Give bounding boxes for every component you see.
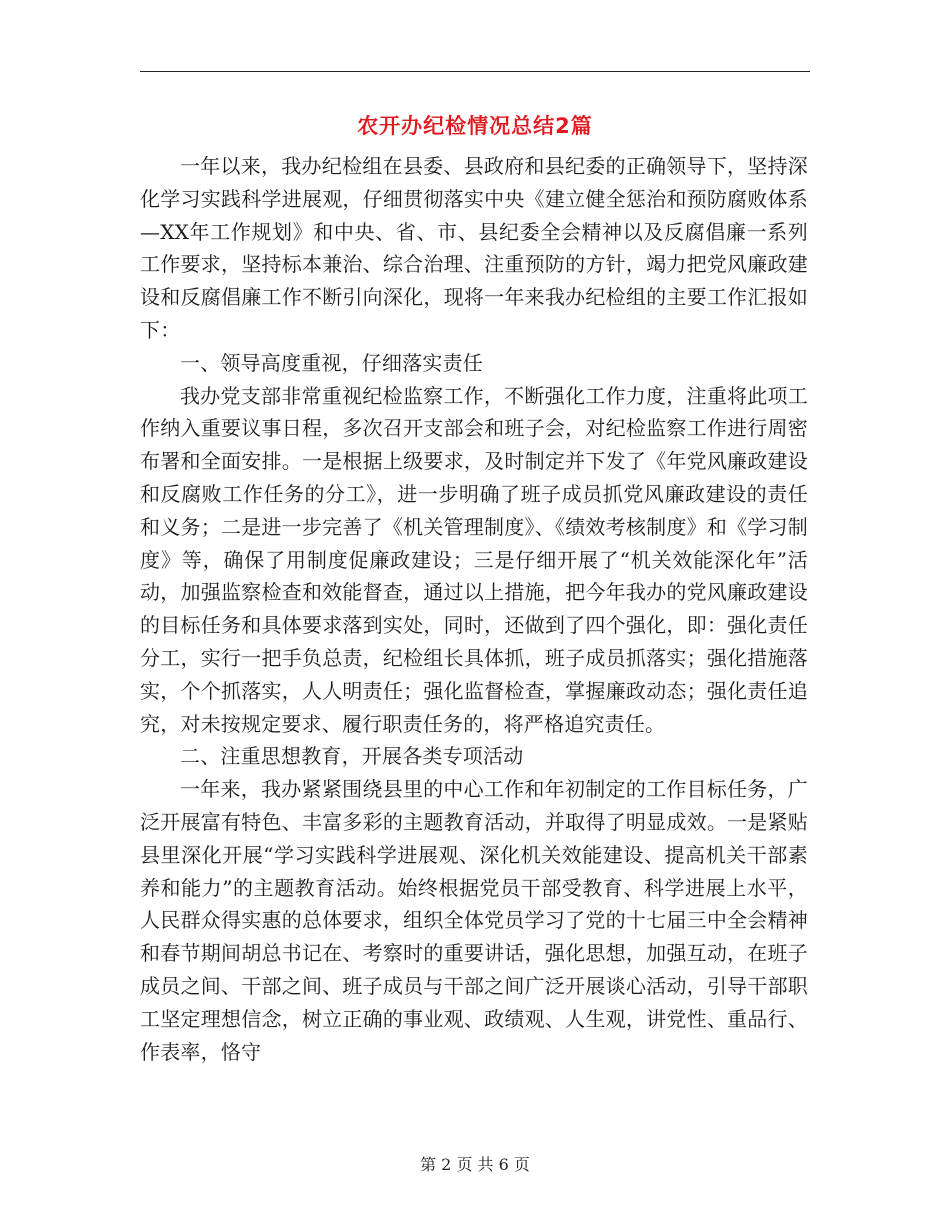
document-title: 农开办纪检情况总结2篇	[357, 114, 593, 138]
document-body	[140, 150, 808, 1068]
paragraph-intro: 一年以来，我办纪检组在县委、县政府和县纪委的正确领导下，坚持深化学习实践科学进展观，仔细贯彻落实中央《建立健全惩治和预防腐败体系—XX年工作规划》和中央、省、市、县纪委全会精神以及反腐倡廉一系列工作要求，坚持标本兼治、综合治理、注重预防的方针，竭力把党风廉政建设和反腐倡廉工作不断引向深化，现将一年来我办纪检组的主要工作汇报如下：	[140, 154, 808, 342]
section-heading-1: 一、领导高度重视，仔细落实责任	[180, 350, 483, 375]
paragraph-section-1: 我办党支部非常重视纪检监察工作，不断强化工作力度，注重将此项工作纳入重要议事日程，多次召开支部会和班子会，对纪检监察工作进行周密布署和全面安排。一是根据上级要求，及时制定并下发了《年党风廉政建设和反腐败工作任务的分工》，进一步明确了班子成员抓党风廉政建设的责任和义务；二是进一步完善了《机关管理制度》、《绩效考核制度》和《学习制度》等，确保了用制度促廉政建设；三是仔细开展了“机关效能深化年”活动，加强监察检查和效能督查，通过以上措施，把今年我办的党风廉政建设的目标任务和具体要求落到实处，同时，还做到了四个强化，即：强化责任分工，实行一把手负总责，纪检组长具体抓，班子成员抓落实；强化措施落实，个个抓落实，人人明责任；强化监督检查，掌握廉政动态；强化责任追究，对未按规定要求、履行职责任务的，将严格追究责任。	[140, 383, 808, 736]
paragraph-section-2: 一年来，我办紧紧围绕县里的中心工作和年初制定的工作目标任务，广泛开展富有特色、丰富多彩的主题教育活动，并取得了明显成效。一是紧贴县里深化开展“学习实践科学进展观、深化机关效能建设、提高机关干部素养和能力”的主题教育活动。始终根据党员干部受教育、科学进展上水平，人民群众得实惠的总体要求，组织全体党员学习了党的十七届三中全会精神和春节期间胡总书记在、考察时的重要讲话，强化思想，加强互动，在班子成员之间、干部之间、班子成员与干部之间广泛开展谈心活动，引导干部职工坚定理想信念，树立正确的事业观、政绩观、人生观，讲党性、重品行、作表率，恪守	[140, 777, 808, 1064]
header-rule	[140, 71, 810, 72]
page-number-footer: 第 2 页 共 6 页	[420, 1155, 530, 1174]
section-heading-2: 二、注重思想教育，开展各类专项活动	[180, 744, 524, 769]
